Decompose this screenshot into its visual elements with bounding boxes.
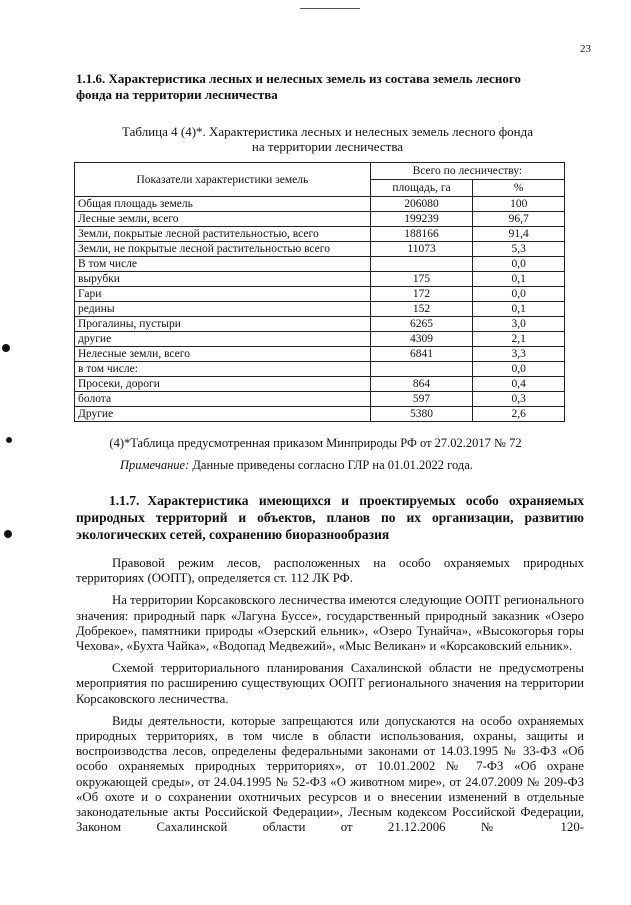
table-footnote: (4)*Таблица предусмотренная приказом Минприроды РФ от 27.02.2017 № 72 (109, 436, 522, 450)
table-row (75, 302, 565, 317)
paragraph: Виды деятельности, которые запрещаются или допускаются на особо охраняемых природных территориях, в том числе в области использования, охраны, защиты и воспроизводства лесов, определены федеральными законами от 14.03.1995 № 33-ФЗ «Об особо охраняемых природных территориях», от 10.01.2002 № 7-ФЗ «Об охране окружающей среды», от 24.04.1995 № 52-ФЗ «О животном мире», от 24.07.2009 № 209-ФЗ «Об охоте и о сохранении охотничьих ресурсов и о внесении изменений в отдельные законодательные акты Российской Федерации», Лесным кодексом Российской Федерации, Законом Сахалинской области от 21.12.2006 № 120- (76, 713, 584, 835)
table-row (75, 347, 565, 362)
row-area: 5380 (370, 407, 473, 422)
row-area: 206080 (370, 197, 473, 212)
table-row (75, 362, 565, 377)
row-area: 172 (370, 287, 473, 302)
table-row (75, 257, 565, 272)
header-indicator: Показатели характеристики земель (75, 163, 371, 197)
row-name: Земли, не покрытые лесной растительностью всего (75, 242, 371, 257)
row-name: болота (75, 392, 371, 407)
page-number: 23 (580, 43, 591, 55)
table-caption-line: Таблица 4 (4)*. Характеристика лесных и нелесных земель лесного фонда (122, 124, 533, 139)
section-heading: 1.1.6. Характеристика лесных и нелесных земель из состава земель лесного фонда на территории лесничества (76, 71, 521, 102)
row-name: Другие (75, 407, 371, 422)
table-row (75, 392, 565, 407)
row-percent: 5,3 (473, 242, 565, 257)
row-name: Нелесные земли, всего (75, 347, 371, 362)
section-number: 1.1.7. (109, 493, 140, 508)
row-name: Общая площадь земель (75, 197, 371, 212)
row-percent: 0,0 (473, 362, 565, 377)
section-heading-2 (76, 492, 584, 543)
paragraph: Схемой территориального планирования Сахалинской области не предусмотрены мероприятия по расширению существующих ООПТ регионального значения на территории Корсаковского лесничества. (76, 661, 584, 706)
paragraph: Правовой режим лесов, расположенных на особо охраняемых природных территориях (ООПТ), определяется ст. 112 ЛК РФ. (76, 556, 584, 586)
row-percent: 2,6 (473, 407, 565, 422)
table-row (75, 227, 565, 242)
row-percent: 0,1 (473, 272, 565, 287)
row-area: 199239 (370, 212, 473, 227)
row-area: 175 (370, 272, 473, 287)
table-row (75, 242, 565, 257)
row-percent: 0,0 (473, 257, 565, 272)
row-percent: 100 (473, 197, 565, 212)
row-area: 6265 (370, 317, 473, 332)
row-name: редины (75, 302, 371, 317)
land-characteristics-table (74, 162, 565, 422)
header-total: Всего по лесничеству: (370, 163, 564, 180)
punch-hole-mark (4, 530, 12, 538)
row-area: 188166 (370, 227, 473, 242)
table-row (75, 317, 565, 332)
row-area (370, 257, 473, 272)
row-percent: 91,4 (473, 227, 565, 242)
row-area: 864 (370, 377, 473, 392)
row-percent: 3,3 (473, 347, 565, 362)
row-area: 597 (370, 392, 473, 407)
row-name: другие (75, 332, 371, 347)
row-percent: 0,3 (473, 392, 565, 407)
row-percent: 96,7 (473, 212, 565, 227)
table-row (75, 377, 565, 392)
header-percent: % (473, 180, 565, 197)
table-caption-line: на территории лесничества (251, 139, 404, 154)
row-area (370, 362, 473, 377)
row-area: 11073 (370, 242, 473, 257)
table-row (75, 272, 565, 287)
table-caption (90, 124, 565, 154)
header-area: площадь, га (370, 180, 473, 197)
note-text: Данные приведены согласно ГЛР на 01.01.2022 года. (192, 458, 473, 472)
section-title: Характеристика имеющихся и проектируемых особо охраняемых природных территорий и объектов, планов по их организации, развитию экологических сетей, сохранению биоразнообразия (76, 493, 584, 542)
scan-mark (300, 8, 360, 9)
table-row (75, 407, 565, 422)
row-name: вырубки (75, 272, 371, 287)
row-percent: 0,1 (473, 302, 565, 317)
note-label: Примечание: (120, 458, 190, 472)
row-percent: 0,4 (473, 377, 565, 392)
row-name: В том числе (75, 257, 371, 272)
table-note (120, 458, 570, 473)
row-area: 6841 (370, 347, 473, 362)
row-percent: 3,0 (473, 317, 565, 332)
body-text (76, 556, 584, 835)
row-name: Просеки, дороги (75, 377, 371, 392)
row-name: Прогалины, пустыри (75, 317, 371, 332)
row-percent: 0,0 (473, 287, 565, 302)
table-row (75, 287, 565, 302)
table-row (75, 212, 565, 227)
row-name: в том числе: (75, 362, 371, 377)
table-row (75, 332, 565, 347)
paragraph: На территории Корсаковского лесничества имеются следующие ООПТ регионального значения: природный парк «Лагуна Буссе», государственный природный заказник «Озеро Добрекое», памятники природы «Озерский ельник», «Озеро Тунайча», «Высокогорья горы Чехова», «Бухта Чайка», «Водопад Медвежий», «Мыс Великан» и «Корсаковский ельник». (76, 593, 584, 654)
punch-hole-mark (2, 344, 10, 352)
row-area: 152 (370, 302, 473, 317)
row-name: Гари (75, 287, 371, 302)
row-name: Земли, покрытые лесной растительностью, всего (75, 227, 371, 242)
row-name: Лесные земли, всего (75, 212, 371, 227)
row-area: 4309 (370, 332, 473, 347)
table-row (75, 197, 565, 212)
row-percent: 2,1 (473, 332, 565, 347)
